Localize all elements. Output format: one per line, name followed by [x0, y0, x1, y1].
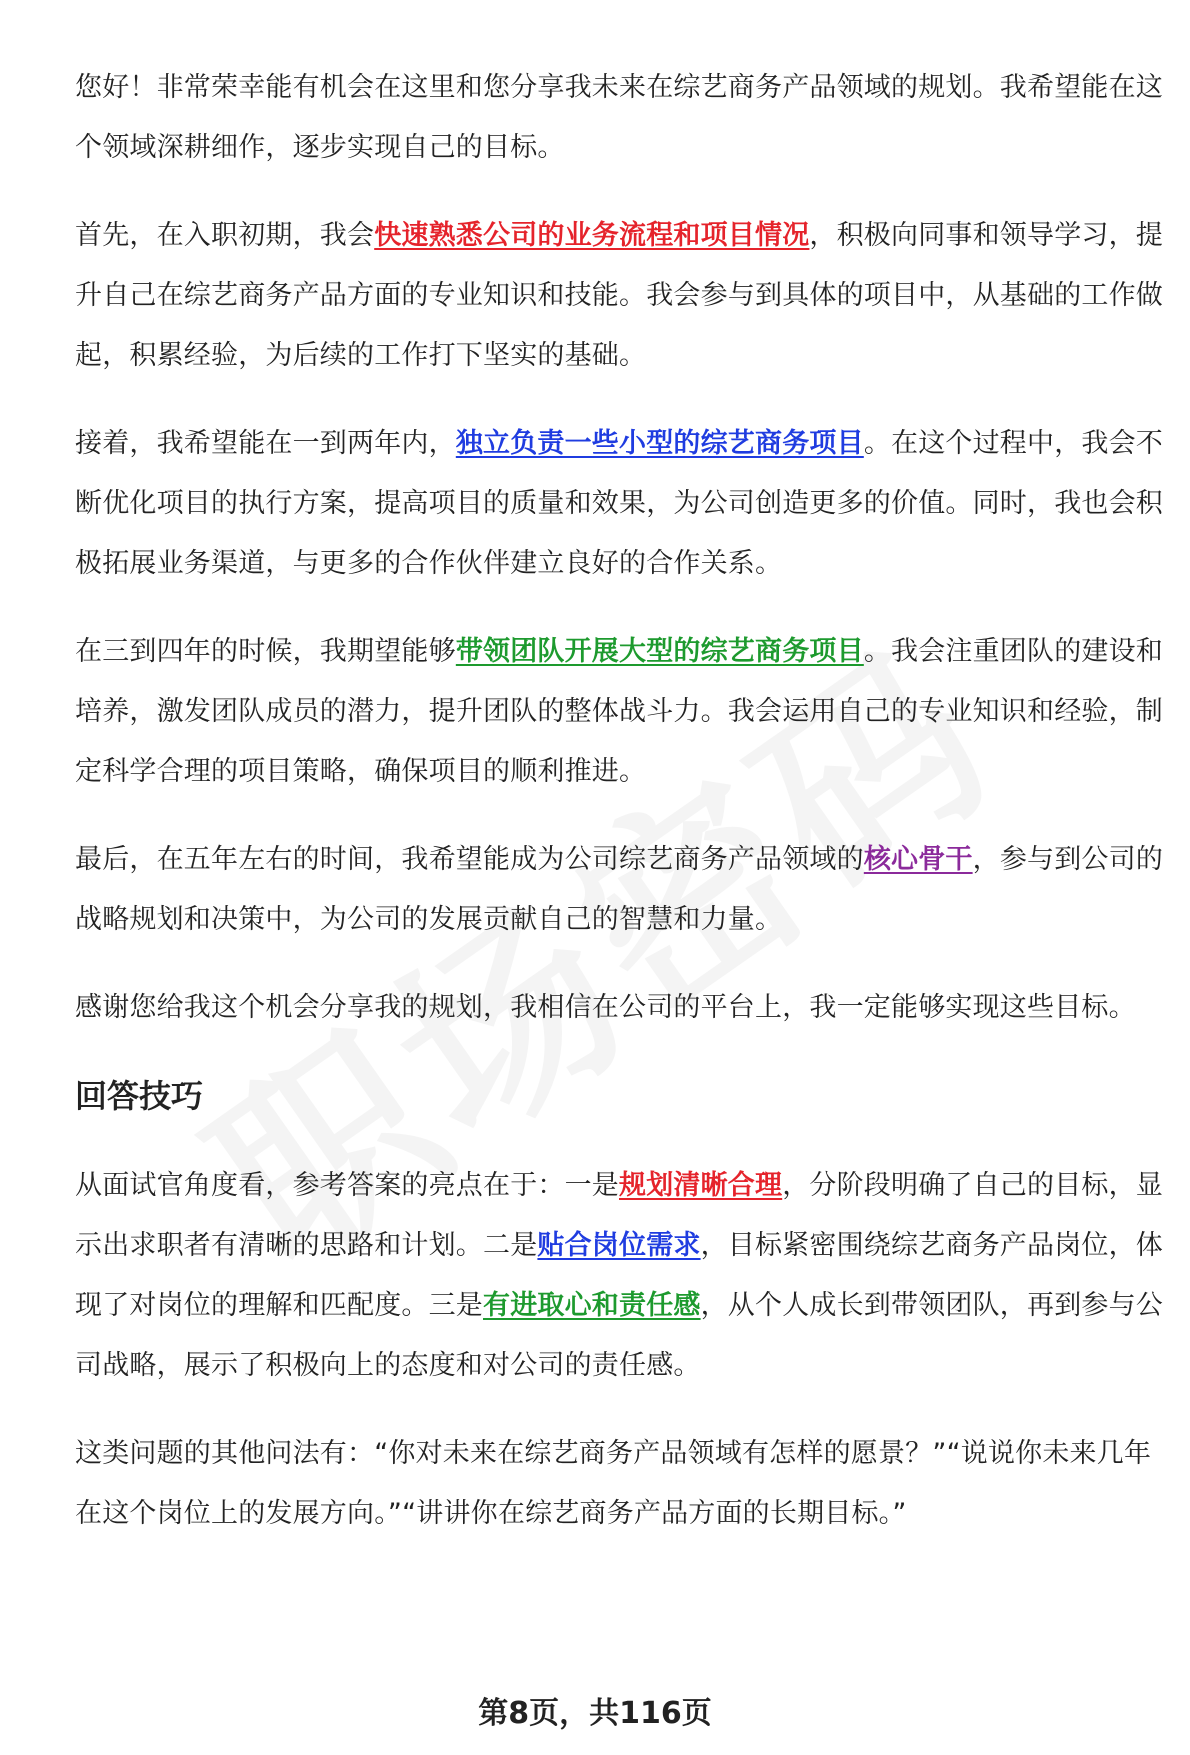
text-run: 从面试官角度看，参考答案的亮点在于：一是 [75, 1170, 619, 1201]
document-content [75, 58, 1165, 1572]
paragraph [75, 206, 1165, 386]
text-run: ，参与到公司的战略规划和决策中，为公司的发展贡献自己的智慧和力量。 [75, 844, 1164, 935]
section-title: 回答技巧 [75, 1077, 204, 1115]
page-number: 第8页，共116页 [478, 1696, 712, 1731]
text-run: ，目标紧密围绕综艺商务产品岗位，体现了对岗位的理解和匹配度。三是 [75, 1230, 1164, 1321]
text-run: 在三到四年的时候，我期望能够 [75, 636, 456, 667]
text-run: 最后，在五年左右的时间，我希望能成为公司综艺商务产品领域的 [75, 844, 864, 875]
paragraph [75, 1156, 1165, 1396]
text-run: 。在这个过程中，我会不断优化项目的执行方案，提高项目的质量和效果，为公司创造更多的价值。同时，我也会积极拓展业务渠道，与更多的合作伙伴建立良好的合作关系。 [75, 428, 1164, 579]
paragraph [75, 830, 1165, 950]
paragraph [75, 622, 1165, 802]
text-run: 接着，我希望能在一到两年内， [75, 428, 456, 459]
highlighted-phrase: 规划清晰合理 [619, 1170, 783, 1201]
text-run: 首先，在入职初期，我会 [75, 220, 375, 251]
highlighted-phrase: 快速熟悉公司的业务流程和项目情况 [374, 220, 810, 251]
tips-body [75, 1156, 1165, 1544]
paragraph [75, 414, 1165, 594]
paragraph [75, 1424, 1165, 1544]
text-run: 您好！非常荣幸能有机会在这里和您分享我未来在综艺商务产品领域的规划。我希望能在这个领域深耕细作，逐步实现自己的目标。 [75, 72, 1163, 163]
highlighted-phrase: 贴合岗位需求 [537, 1230, 701, 1261]
text-run: 感谢您给我这个机会分享我的规划，我相信在公司的平台上，我一定能够实现这些目标。 [75, 992, 1136, 1023]
highlighted-phrase: 有进取心和责任感 [483, 1290, 701, 1321]
answer-body [75, 58, 1165, 1038]
text-run: ，积极向同事和领导学习，提升自己在综艺商务产品方面的专业知识和技能。我会参与到具体的项目中，从基础的工作做起，积累经验，为后续的工作打下坚实的基础。 [75, 220, 1164, 371]
text-run: ，分阶段明确了自己的目标，显示出求职者有清晰的思路和计划。二是 [75, 1170, 1164, 1261]
highlighted-phrase: 独立负责一些小型的综艺商务项目 [455, 428, 864, 459]
paragraph [75, 58, 1165, 178]
text-run: 这类问题的其他问法有：“你对未来在综艺商务产品领域有怎样的愿景？”“说说你未来几年在这个岗位上的发展方向。”“讲讲你在综艺商务产品方面的长期目标。” [75, 1438, 1152, 1529]
text-run: ，从个人成长到带领团队，再到参与公司战略，展示了积极向上的态度和对公司的责任感。 [75, 1290, 1164, 1381]
text-run: 。我会注重团队的建设和培养，激发团队成员的潜力，提升团队的整体战斗力。我会运用自己的专业知识和经验，制定科学合理的项目策略，确保项目的顺利推进。 [75, 636, 1164, 787]
highlighted-phrase: 核心骨干 [863, 844, 973, 875]
paragraph [75, 978, 1165, 1038]
highlighted-phrase: 带领团队开展大型的综艺商务项目 [455, 636, 864, 667]
